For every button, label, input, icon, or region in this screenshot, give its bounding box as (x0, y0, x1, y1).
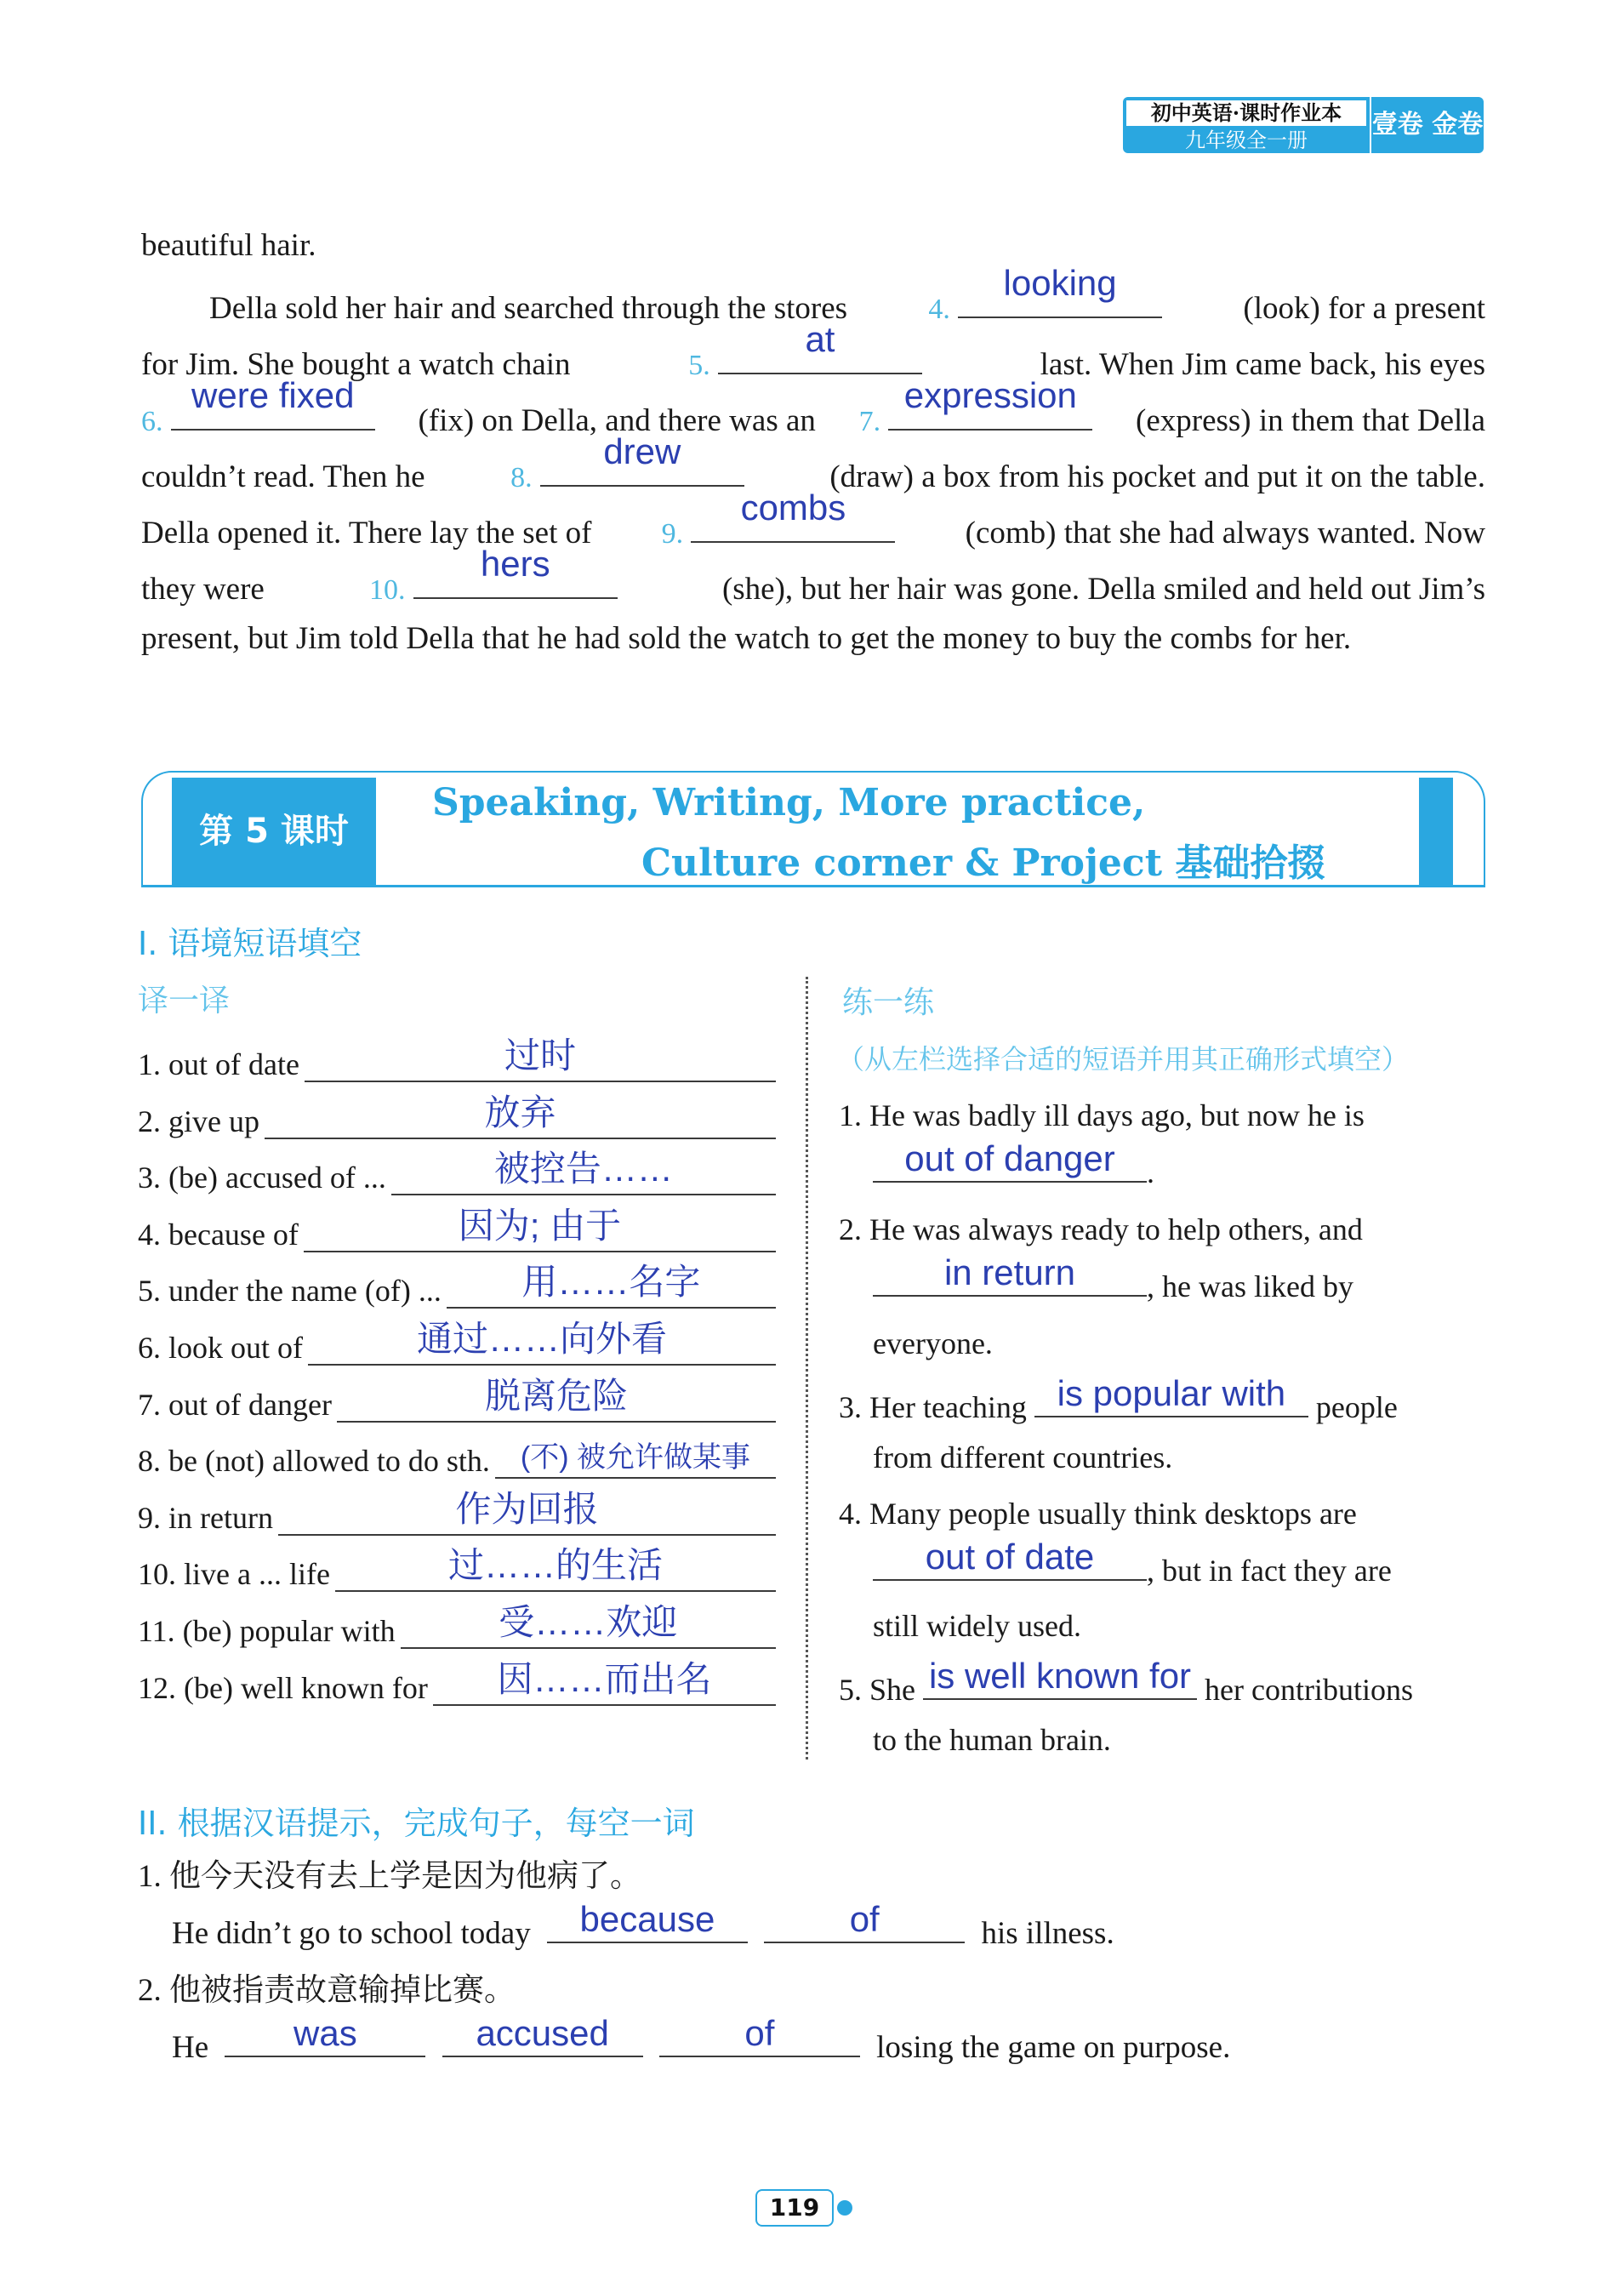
passage-line-7 (141, 544, 1485, 619)
exercise-3-line-1 (839, 1372, 1398, 1425)
answer-text: combs (740, 488, 846, 528)
exercise-1-line-1: 1. He was badly ill days ago, but now he is (839, 1098, 1365, 1132)
phrase-answer-blank[interactable] (447, 1263, 776, 1309)
right-column-title: 练一练 (842, 985, 935, 1020)
phrase-row (138, 1252, 776, 1309)
answer-text: in return (943, 1252, 1076, 1292)
lesson-title-line-1: Speaking, Writing, More practice, (432, 781, 1146, 824)
phrase-row (138, 1196, 776, 1252)
answer-text: 用……名字 (521, 1262, 701, 1303)
phrase-label: 8. be (not) allowed to do sth. (138, 1444, 490, 1479)
answer-text: is popular with (1057, 1373, 1286, 1413)
phrase-label: 7. out of danger (138, 1387, 332, 1422)
passage-text: (fix) on Della, and there was an (418, 403, 816, 438)
phrase-label: 5. under the name (of) ... (138, 1274, 442, 1309)
answer-text: out of danger (904, 1138, 1115, 1178)
phrase-label: 11. (be) popular with (138, 1614, 396, 1648)
phrase-label: 12. (be) well known for (138, 1670, 428, 1705)
answer-text: 过时 (504, 1035, 576, 1075)
blank-number: 4. (928, 294, 950, 325)
sentence-2-english (172, 2011, 1230, 2066)
section-2-title: II. 根据汉语提示，完成句子，每空一词 (138, 1805, 695, 1842)
answer-blank-7[interactable] (888, 375, 1092, 431)
passage-text: couldn’t read. Then he (141, 459, 425, 494)
page-number: 119 (755, 2189, 834, 2227)
exercise-4-line-3: still widely used. (873, 1609, 1081, 1643)
phrase-row (138, 1536, 776, 1592)
phrase-answer-blank[interactable] (495, 1433, 776, 1479)
book-header-badge (1123, 97, 1484, 153)
blank-number: 8. (510, 462, 533, 493)
brand-logo: 壹卷 金卷 (1371, 97, 1484, 153)
answer-text: 放弃 (484, 1092, 556, 1132)
blank-number: 9. (661, 518, 684, 550)
phrase-answer-blank[interactable] (308, 1320, 776, 1366)
phrase-label: 4. because of (138, 1217, 299, 1252)
lesson-title-line-2: Culture corner & Project 基础拾掇 (641, 841, 1325, 885)
passage-text: last. When Jim came back, his eyes (1040, 347, 1485, 382)
sentence-1-blank-2[interactable] (764, 1897, 965, 1943)
sentence-1-blank-1[interactable] (547, 1897, 748, 1943)
answer-text: 作为回报 (455, 1488, 599, 1529)
exercise-text: people (1315, 1390, 1398, 1424)
phrase-row (138, 1026, 776, 1082)
answer-blank-9[interactable] (691, 488, 895, 543)
left-column-title: 译一译 (138, 984, 231, 1018)
answer-text: at (805, 319, 835, 359)
exercise-2-line-2 (873, 1251, 1353, 1304)
exercise-text: 3. Her teaching (839, 1390, 1027, 1424)
sentence-text: his illness. (981, 1916, 1114, 1951)
answer-text: was (293, 2013, 357, 2053)
answer-blank-10[interactable] (413, 544, 618, 599)
passage-text: (draw) a box from his pocket and put it on the table. (829, 459, 1485, 494)
phrase-label: 10. live a ... life (138, 1557, 330, 1592)
passage-text: present, but Jim told Della that he had sold the watch to get the money to buy the combs for her. (141, 621, 1352, 656)
exercise-3-line-2: from different countries. (873, 1440, 1173, 1474)
passage-text: (she), but her hair was gone. Della smiled and held out Jim’s (721, 572, 1485, 607)
sentence-2-blank-1[interactable] (225, 2011, 425, 2057)
answer-text: were fixed (191, 375, 355, 415)
phrase-label: 6. look out of (138, 1331, 303, 1365)
answer-text: 脱离危险 (484, 1375, 628, 1416)
answer-text: expression (903, 375, 1077, 415)
phrase-row (138, 1480, 776, 1536)
phrase-row (138, 1423, 776, 1479)
sentence-1-chinese: 1. 他今天没有去上学是因为他病了。 (138, 1859, 641, 1894)
answer-text: because (579, 1899, 715, 1939)
passage-text: beautiful hair. (141, 228, 316, 263)
passage-line-6 (141, 488, 1485, 562)
page-number-dot (837, 2200, 852, 2216)
exercise-text: , he was liked by (1147, 1269, 1353, 1303)
phrase-answer-blank[interactable] (265, 1093, 776, 1139)
exercise-2-line-3: everyone. (873, 1326, 993, 1360)
answer-text: of (849, 1899, 880, 1939)
answer-blank-4[interactable] (958, 263, 1162, 318)
phrase-label: 2. give up (138, 1104, 259, 1138)
passage-line-8 (141, 611, 1485, 667)
book-title: 初中英语·课时作业本 (1126, 100, 1366, 126)
answer-text: accused (476, 2013, 609, 2053)
answer-text: of (744, 2013, 775, 2053)
phrase-row (138, 1366, 776, 1423)
phrase-answer-blank[interactable] (337, 1377, 776, 1423)
answer-text: hers (480, 544, 550, 584)
passage-text: they were (141, 572, 265, 607)
right-column-hint: （从左栏选择合适的短语并用其正确形式填空） (837, 1043, 1410, 1075)
section-1-title: I. 语境短语填空 (138, 925, 362, 962)
badge-left (1123, 97, 1370, 153)
passage-text: Della sold her hair and searched through the stores (209, 291, 848, 326)
phrase-label: 9. in return (138, 1500, 273, 1535)
blank-number: 10. (369, 574, 406, 606)
answer-text: 因为; 由于 (458, 1205, 622, 1246)
exercise-1-line-2 (873, 1137, 1154, 1190)
lesson-label: 第 5 课时 (172, 778, 376, 885)
exercise-4-line-2 (873, 1535, 1392, 1588)
phrase-answer-blank[interactable] (335, 1546, 776, 1592)
phrase-row (138, 1650, 776, 1706)
passage-line-4 (141, 375, 1485, 450)
phrase-answer-blank[interactable] (304, 1206, 776, 1252)
passage-text: for Jim. She bought a watch chain (141, 347, 571, 382)
sentence-text: losing the game on purpose. (876, 2030, 1231, 2065)
exercise-5-line-2: to the human brain. (873, 1723, 1111, 1757)
lesson-banner (141, 771, 1485, 887)
answer-text: (不) 被允许做某事 (520, 1441, 751, 1474)
exercise-4-line-1: 4. Many people usually think desktops are (839, 1497, 1357, 1531)
exercise-text: her contributions (1205, 1673, 1413, 1707)
passage-text: Della opened it. There lay the set of (141, 516, 592, 550)
sentence-1-english (172, 1897, 1114, 1952)
answer-text: drew (603, 431, 681, 471)
sentence-2-blank-2[interactable] (442, 2011, 643, 2057)
phrase-row (138, 1309, 776, 1366)
answer-blank-6[interactable] (171, 375, 375, 431)
answer-text: 受……欢迎 (499, 1602, 678, 1642)
blank-number: 5. (688, 350, 710, 381)
passage-line-1 (141, 218, 1485, 274)
sentence-2-chinese: 2. 他被指责故意输掉比赛。 (138, 1973, 516, 2008)
answer-text: 因……而出名 (497, 1658, 712, 1699)
answer-text: 过……的生活 (447, 1545, 663, 1586)
exercise-2-blank[interactable] (873, 1251, 1147, 1297)
answer-text: 通过……向外看 (416, 1319, 667, 1359)
exercise-3-blank[interactable] (1034, 1372, 1308, 1417)
sentence-text: He didn’t go to school today (172, 1916, 531, 1951)
exercise-5-line-1 (839, 1654, 1413, 1708)
passage-text: (express) in them that Della (1136, 403, 1485, 438)
passage-text: (look) for a present (1243, 291, 1485, 326)
blank-number: 6. (141, 406, 163, 437)
exercise-text: , but in fact they are (1147, 1554, 1392, 1588)
phrase-label: 1. out of date (138, 1047, 299, 1081)
answer-text: looking (1003, 263, 1117, 303)
exercise-text: 5. She (839, 1673, 915, 1707)
answer-text: 被控告…… (493, 1149, 673, 1189)
grade-label: 九年级全一册 (1185, 128, 1308, 152)
blank-number: 7. (858, 406, 881, 437)
sentence-2-blank-3[interactable] (659, 2011, 860, 2057)
answer-text: out of date (925, 1537, 1095, 1577)
passage-text: (comb) that she had always wanted. Now (965, 516, 1485, 550)
exercise-4-blank[interactable] (873, 1535, 1147, 1581)
sentence-text: He (172, 2030, 209, 2065)
column-divider (806, 977, 808, 1759)
answer-text: is well known for (928, 1656, 1192, 1696)
phrase-answer-blank[interactable] (305, 1036, 776, 1082)
phrase-row (138, 1139, 776, 1195)
phrase-label: 3. (be) accused of ... (138, 1161, 386, 1195)
exercise-2-line-1: 2. He was always ready to help others, and (839, 1212, 1363, 1246)
exercise-text: . (1147, 1155, 1154, 1189)
phrase-answer-blank[interactable] (391, 1149, 776, 1195)
phrase-row (138, 1083, 776, 1139)
phrase-answer-blank[interactable] (278, 1490, 776, 1536)
phrase-answer-blank[interactable] (433, 1660, 776, 1706)
phrase-row (138, 1593, 776, 1649)
exercise-1-blank[interactable] (873, 1137, 1147, 1183)
banner-accent-bar (1419, 778, 1453, 885)
exercise-5-blank[interactable] (923, 1654, 1197, 1700)
phrase-answer-blank[interactable] (401, 1603, 776, 1649)
